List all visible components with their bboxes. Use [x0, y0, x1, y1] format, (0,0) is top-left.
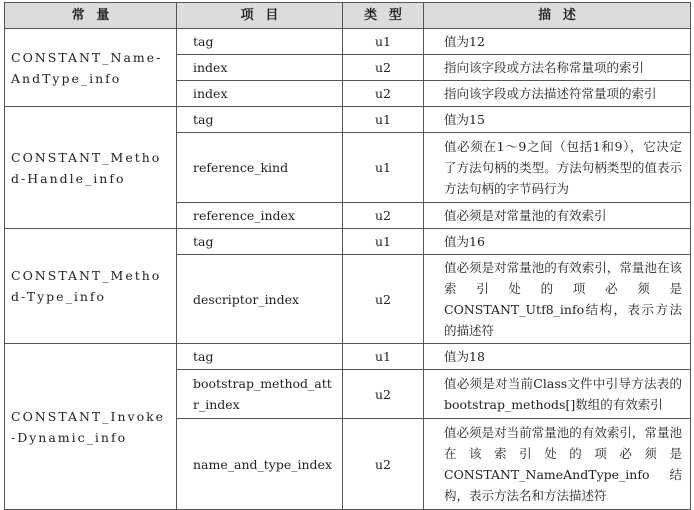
item-cell: tag: [177, 229, 343, 255]
type-cell: u2: [343, 55, 424, 81]
description-cell: 值必须是对当前Class文件中引导方法表的bootstrap_methods[]数组的有效索引: [424, 370, 691, 419]
item-cell: tag: [177, 344, 343, 370]
item-cell: index: [177, 81, 343, 107]
table-row: [5, 344, 691, 370]
item-cell: reference_index: [177, 203, 343, 229]
table-row: [5, 229, 691, 255]
description-cell: 值必须是对常量池的有效索引，常量池在该索引处的项必须是CONSTANT_Utf8_info结构，表示方法的描述符: [424, 255, 691, 344]
header-constant: 常量: [5, 3, 177, 29]
header-item: 项目: [177, 3, 343, 29]
table-row: [5, 107, 691, 133]
description-cell: 值必须在1～9之间（包括1和9），它决定了方法句柄的类型。方法句柄类型的值表示方法句柄的字节码行为: [424, 133, 691, 203]
description-cell: 值为15: [424, 107, 691, 133]
type-cell: u1: [343, 107, 424, 133]
item-cell: name_and_type_index: [177, 419, 343, 510]
constant-name-cell: CONSTANT_Method-Handle_info: [5, 107, 177, 229]
type-cell: u1: [343, 133, 424, 203]
description-cell: 指向该字段或方法名称常量项的索引: [424, 55, 691, 81]
item-cell: reference_kind: [177, 133, 343, 203]
item-cell: tag: [177, 29, 343, 55]
type-cell: u2: [343, 81, 424, 107]
description-cell: 值为18: [424, 344, 691, 370]
description-cell: 值为12: [424, 29, 691, 55]
description-cell: 值为16: [424, 229, 691, 255]
header-description: 描述: [424, 3, 691, 29]
item-cell: index: [177, 55, 343, 81]
header-type: 类型: [343, 3, 424, 29]
constant-name-cell: CONSTANT_Method-Type_info: [5, 229, 177, 344]
description-cell: 值必须是对当前常量池的有效索引，常量池在该索引处的项必须是CONSTANT_NameAndType_info结构，表示方法名和方法描述符: [424, 419, 691, 510]
item-cell: bootstrap_method_attr_index: [177, 370, 343, 419]
description-cell: 值必须是对常量池的有效索引: [424, 203, 691, 229]
type-cell: u1: [343, 229, 424, 255]
constant-name-cell: CONSTANT_Name-AndType_info: [5, 29, 177, 107]
header-row: [5, 3, 691, 29]
type-cell: u2: [343, 419, 424, 510]
table-row: [5, 29, 691, 55]
type-cell: u2: [343, 370, 424, 419]
type-cell: u1: [343, 29, 424, 55]
type-cell: u2: [343, 203, 424, 229]
item-cell: tag: [177, 107, 343, 133]
item-cell: descriptor_index: [177, 255, 343, 344]
description-cell: 指向该字段或方法描述符常量项的索引: [424, 81, 691, 107]
type-cell: u1: [343, 344, 424, 370]
type-cell: u2: [343, 255, 424, 344]
constant-pool-table: [4, 2, 691, 510]
constant-name-cell: CONSTANT_Invoke-Dynamic_info: [5, 344, 177, 510]
